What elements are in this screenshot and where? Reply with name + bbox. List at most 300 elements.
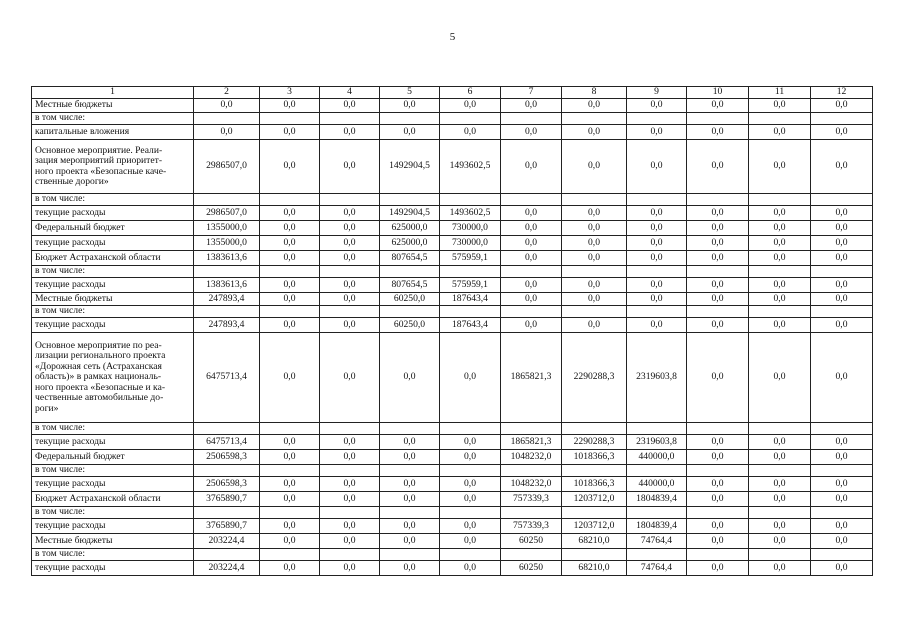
table-cell: 0,0 [811, 221, 873, 236]
table-cell [749, 194, 811, 206]
table-cell: 0,0 [260, 278, 320, 293]
table-cell: 6475713,4 [194, 435, 260, 450]
table-cell: 0,0 [380, 492, 440, 507]
table-cell [627, 113, 687, 125]
table-row [32, 333, 873, 423]
table-cell [260, 507, 320, 519]
table-cell [260, 266, 320, 278]
table-cell [380, 465, 440, 477]
row-label: в том числе: [32, 549, 194, 561]
table-cell: 1383613,6 [194, 278, 260, 293]
table-row [32, 221, 873, 236]
table-cell [501, 423, 562, 435]
table-cell [811, 113, 873, 125]
table-cell: 1203712,0 [562, 519, 627, 534]
table-cell: 1355000,0 [194, 236, 260, 251]
table-cell [260, 113, 320, 125]
table-cell: 0,0 [260, 561, 320, 576]
table-cell: 0,0 [260, 221, 320, 236]
table-cell [194, 266, 260, 278]
table-cell: 0,0 [749, 140, 811, 194]
table-cell: 0,0 [260, 435, 320, 450]
table-cell: 0,0 [562, 278, 627, 293]
table-cell: 0,0 [501, 140, 562, 194]
table-cell: 0,0 [320, 125, 380, 140]
table-cell: 0,0 [260, 492, 320, 507]
row-label: в том числе: [32, 194, 194, 206]
table-cell: 625000,0 [380, 236, 440, 251]
table-cell: 0,0 [811, 519, 873, 534]
table-row [32, 140, 873, 194]
table-cell: 74764,4 [627, 534, 687, 549]
table-cell: 0,0 [749, 318, 811, 333]
table-cell: 0,0 [380, 450, 440, 465]
table-cell: 0,0 [501, 251, 562, 266]
row-label: Местные бюджеты [32, 534, 194, 549]
table-cell: 0,0 [811, 278, 873, 293]
table-cell [260, 306, 320, 318]
table-cell [562, 507, 627, 519]
table-cell [440, 113, 501, 125]
table-cell: 1383613,6 [194, 251, 260, 266]
table-cell: 0,0 [440, 534, 501, 549]
table-cell: 1048232,0 [501, 450, 562, 465]
table-cell [194, 306, 260, 318]
budget-table [31, 86, 873, 576]
table-cell: 0,0 [320, 278, 380, 293]
table-row [32, 423, 873, 435]
table-cell: 0,0 [440, 333, 501, 423]
page-number: 5 [449, 31, 456, 43]
column-header: 11 [749, 87, 811, 99]
table-cell [811, 549, 873, 561]
table-cell: 0,0 [627, 293, 687, 306]
table-row [32, 318, 873, 333]
table-cell [562, 423, 627, 435]
table-body [32, 99, 873, 576]
table-cell [627, 306, 687, 318]
table-cell: 0,0 [687, 333, 749, 423]
table-cell: 0,0 [749, 251, 811, 266]
table-cell: 575959,1 [440, 251, 501, 266]
table-cell: 0,0 [811, 561, 873, 576]
table-cell: 0,0 [260, 477, 320, 492]
row-label: текущие расходы [32, 318, 194, 333]
table-cell: 2319603,8 [627, 333, 687, 423]
table-cell: 0,0 [440, 477, 501, 492]
column-header: 2 [194, 87, 260, 99]
table-cell: 1203712,0 [562, 492, 627, 507]
table-cell: 0,0 [562, 236, 627, 251]
table-cell: 0,0 [687, 206, 749, 221]
row-label: текущие расходы [32, 236, 194, 251]
table-cell: 0,0 [687, 236, 749, 251]
table-cell: 0,0 [380, 561, 440, 576]
table-cell: 0,0 [627, 99, 687, 113]
table-cell: 247893,4 [194, 318, 260, 333]
table-cell: 0,0 [749, 519, 811, 534]
table-cell: 0,0 [440, 99, 501, 113]
table-cell [380, 113, 440, 125]
table-cell: 68210,0 [562, 534, 627, 549]
table-cell [320, 306, 380, 318]
table-cell: 0,0 [627, 278, 687, 293]
table-cell: 0,0 [501, 318, 562, 333]
table-cell: 0,0 [811, 251, 873, 266]
table-cell [440, 306, 501, 318]
table-cell: 0,0 [811, 450, 873, 465]
row-label: текущие расходы [32, 435, 194, 450]
table-cell: 0,0 [749, 293, 811, 306]
table-cell [501, 194, 562, 206]
table-cell: 0,0 [260, 251, 320, 266]
table-cell [562, 549, 627, 561]
table-cell: 625000,0 [380, 221, 440, 236]
table-cell [440, 423, 501, 435]
row-label: Бюджет Астраханской области [32, 251, 194, 266]
table-cell: 0,0 [627, 206, 687, 221]
table-cell [440, 507, 501, 519]
table-cell: 0,0 [260, 534, 320, 549]
row-label: текущие расходы [32, 477, 194, 492]
row-label: в том числе: [32, 423, 194, 435]
table-cell: 0,0 [749, 125, 811, 140]
table-cell [687, 306, 749, 318]
table-cell: 0,0 [501, 125, 562, 140]
table-cell: 60250,0 [380, 293, 440, 306]
table-cell [749, 465, 811, 477]
table-cell: 0,0 [749, 278, 811, 293]
table-cell [260, 194, 320, 206]
table-cell: 0,0 [380, 99, 440, 113]
row-label: Федеральный бюджет [32, 221, 194, 236]
table-cell: 0,0 [260, 519, 320, 534]
table-cell [749, 549, 811, 561]
table-cell: 187643,4 [440, 293, 501, 306]
table-cell: 0,0 [811, 333, 873, 423]
row-label: в том числе: [32, 507, 194, 519]
table-cell: 0,0 [811, 435, 873, 450]
table-cell: 0,0 [562, 221, 627, 236]
row-label: капитальные вложения [32, 125, 194, 140]
column-header: 4 [320, 87, 380, 99]
table-cell: 0,0 [260, 293, 320, 306]
table-cell: 0,0 [260, 450, 320, 465]
row-label: Основное мероприятие. Реали- зация мероприятий приоритет- ного проекта «Безопасные каче- ственные дороги» [32, 140, 194, 194]
row-label: в том числе: [32, 306, 194, 318]
table-row [32, 194, 873, 206]
column-header: 6 [440, 87, 501, 99]
table-cell [562, 465, 627, 477]
table-cell: 0,0 [380, 534, 440, 549]
table-cell: 0,0 [320, 492, 380, 507]
column-number-row [32, 87, 873, 99]
table-cell [562, 113, 627, 125]
table-cell [320, 507, 380, 519]
table-cell: 0,0 [320, 236, 380, 251]
table-cell: 0,0 [811, 293, 873, 306]
table-cell [627, 549, 687, 561]
table-cell: 730000,0 [440, 221, 501, 236]
table-cell [440, 465, 501, 477]
table-cell: 0,0 [562, 99, 627, 113]
table-cell [380, 423, 440, 435]
table-cell: 440000,0 [627, 477, 687, 492]
table-cell: 0,0 [687, 519, 749, 534]
table-cell: 0,0 [687, 477, 749, 492]
table-row [32, 236, 873, 251]
table-cell: 0,0 [687, 125, 749, 140]
table-cell: 1018366,3 [562, 477, 627, 492]
column-header: 10 [687, 87, 749, 99]
table-row [32, 293, 873, 306]
table-row [32, 251, 873, 266]
table-cell: 0,0 [749, 99, 811, 113]
table-row [32, 206, 873, 221]
table-cell: 0,0 [811, 477, 873, 492]
table-cell: 0,0 [320, 561, 380, 576]
table-cell: 247893,4 [194, 293, 260, 306]
table-cell [562, 266, 627, 278]
table-cell: 0,0 [501, 99, 562, 113]
table-cell: 187643,4 [440, 318, 501, 333]
table-cell: 807654,5 [380, 251, 440, 266]
row-label: текущие расходы [32, 206, 194, 221]
table-cell [627, 194, 687, 206]
table-cell [501, 507, 562, 519]
table-cell: 1018366,3 [562, 450, 627, 465]
table-cell: 0,0 [811, 236, 873, 251]
table-cell: 74764,4 [627, 561, 687, 576]
table-cell: 757339,3 [501, 492, 562, 507]
table-cell: 2290288,3 [562, 435, 627, 450]
table-cell: 0,0 [194, 99, 260, 113]
table-cell: 0,0 [320, 477, 380, 492]
table-cell [501, 465, 562, 477]
row-label: Федеральный бюджет [32, 450, 194, 465]
table-row [32, 99, 873, 113]
table-cell: 0,0 [320, 221, 380, 236]
table-cell [194, 507, 260, 519]
table-cell [501, 113, 562, 125]
table-cell: 0,0 [562, 318, 627, 333]
table-cell: 0,0 [811, 99, 873, 113]
table-cell [440, 194, 501, 206]
table-cell [380, 306, 440, 318]
table-cell: 0,0 [260, 333, 320, 423]
table-cell [749, 306, 811, 318]
column-header: 5 [380, 87, 440, 99]
row-label: текущие расходы [32, 561, 194, 576]
table-cell [260, 465, 320, 477]
table-cell [380, 266, 440, 278]
table-cell: 0,0 [749, 221, 811, 236]
table-cell: 1804839,4 [627, 519, 687, 534]
table-cell: 0,0 [687, 278, 749, 293]
table-cell: 0,0 [627, 236, 687, 251]
table-cell: 2986507,0 [194, 206, 260, 221]
table-cell: 0,0 [440, 450, 501, 465]
table-cell: 0,0 [260, 125, 320, 140]
row-label: Местные бюджеты [32, 99, 194, 113]
table-cell [687, 465, 749, 477]
table-cell: 203224,4 [194, 561, 260, 576]
table-cell: 0,0 [380, 333, 440, 423]
table-cell [501, 306, 562, 318]
table-cell: 0,0 [320, 99, 380, 113]
table-cell: 0,0 [627, 318, 687, 333]
table-cell: 0,0 [320, 450, 380, 465]
column-header: 3 [260, 87, 320, 99]
table-cell: 0,0 [811, 206, 873, 221]
table-row [32, 477, 873, 492]
table-cell [687, 423, 749, 435]
table-cell [320, 266, 380, 278]
table-cell: 6475713,4 [194, 333, 260, 423]
table-cell: 0,0 [749, 477, 811, 492]
table-cell [749, 266, 811, 278]
table-cell: 0,0 [260, 236, 320, 251]
table-row [32, 561, 873, 576]
table-cell: 0,0 [687, 99, 749, 113]
table-cell: 0,0 [627, 140, 687, 194]
table-cell: 0,0 [260, 140, 320, 194]
table-cell: 0,0 [627, 251, 687, 266]
table-cell [380, 507, 440, 519]
table-row [32, 113, 873, 125]
table-cell: 0,0 [749, 236, 811, 251]
row-label: в том числе: [32, 266, 194, 278]
table-cell [687, 507, 749, 519]
table-cell: 2506598,3 [194, 477, 260, 492]
table-cell [687, 549, 749, 561]
table-cell: 0,0 [811, 318, 873, 333]
table-cell [562, 194, 627, 206]
table-cell: 0,0 [320, 534, 380, 549]
table-cell: 0,0 [749, 206, 811, 221]
table-row [32, 450, 873, 465]
table-cell [440, 266, 501, 278]
table-cell: 0,0 [320, 293, 380, 306]
table-row [32, 306, 873, 318]
table-cell: 0,0 [320, 206, 380, 221]
table-cell [194, 113, 260, 125]
table-cell: 0,0 [749, 435, 811, 450]
table-cell: 0,0 [380, 125, 440, 140]
table-cell: 0,0 [749, 333, 811, 423]
table-cell [562, 306, 627, 318]
table-cell: 60250 [501, 534, 562, 549]
table-cell: 1865821,3 [501, 333, 562, 423]
table-cell: 440000,0 [627, 450, 687, 465]
table-cell [687, 194, 749, 206]
table-cell [440, 549, 501, 561]
table-cell [687, 266, 749, 278]
table-cell: 575959,1 [440, 278, 501, 293]
table-cell: 0,0 [501, 236, 562, 251]
row-label: текущие расходы [32, 278, 194, 293]
table-cell [380, 194, 440, 206]
table-cell: 3765890,7 [194, 492, 260, 507]
table-cell: 0,0 [320, 318, 380, 333]
table-cell: 0,0 [562, 251, 627, 266]
table-cell [749, 423, 811, 435]
table-cell [194, 465, 260, 477]
table-cell: 0,0 [440, 492, 501, 507]
table-cell [811, 306, 873, 318]
table-cell [194, 194, 260, 206]
table-cell: 2506598,3 [194, 450, 260, 465]
table-cell [194, 549, 260, 561]
table-row [32, 492, 873, 507]
column-header: 7 [501, 87, 562, 99]
table-cell [501, 549, 562, 561]
table-cell [811, 423, 873, 435]
table-cell: 0,0 [687, 450, 749, 465]
table-cell: 0,0 [687, 561, 749, 576]
table-row [32, 278, 873, 293]
table-cell: 0,0 [562, 293, 627, 306]
table-cell: 0,0 [260, 206, 320, 221]
table-cell: 0,0 [320, 251, 380, 266]
table-row [32, 534, 873, 549]
table-cell: 0,0 [627, 125, 687, 140]
table-cell: 0,0 [627, 221, 687, 236]
table-cell [811, 194, 873, 206]
table-cell: 0,0 [501, 206, 562, 221]
table-cell [380, 549, 440, 561]
table-cell: 0,0 [501, 221, 562, 236]
table-cell [627, 266, 687, 278]
table-row [32, 435, 873, 450]
table-cell [320, 113, 380, 125]
table-cell: 0,0 [687, 293, 749, 306]
table-cell: 0,0 [562, 125, 627, 140]
table-cell [627, 507, 687, 519]
table-cell [320, 423, 380, 435]
table-cell: 0,0 [501, 278, 562, 293]
table-cell: 1804839,4 [627, 492, 687, 507]
table-cell: 1493602,5 [440, 206, 501, 221]
table-cell: 0,0 [320, 140, 380, 194]
table-cell: 0,0 [749, 492, 811, 507]
row-label: в том числе: [32, 113, 194, 125]
table-cell: 0,0 [687, 251, 749, 266]
table-cell: 60250,0 [380, 318, 440, 333]
table-cell [811, 465, 873, 477]
table-cell: 0,0 [440, 561, 501, 576]
table-cell: 0,0 [687, 534, 749, 549]
table-cell: 0,0 [562, 206, 627, 221]
row-label: Основное мероприятие по реа- лизации регионального проекта «Дорожная сеть (Астраханская область)» в рамках националь- ного проекта «Безопасные и ка- чественные автомобильные до- роги» [32, 333, 194, 423]
column-header: 8 [562, 87, 627, 99]
table-cell [687, 113, 749, 125]
table-cell: 0,0 [440, 435, 501, 450]
table-cell [627, 423, 687, 435]
table-cell: 0,0 [687, 140, 749, 194]
row-label: Местные бюджеты [32, 293, 194, 306]
table-cell: 807654,5 [380, 278, 440, 293]
table-cell [749, 113, 811, 125]
row-label: текущие расходы [32, 519, 194, 534]
table-cell: 0,0 [562, 140, 627, 194]
table-cell [320, 549, 380, 561]
table-cell: 0,0 [440, 125, 501, 140]
table-cell: 0,0 [811, 140, 873, 194]
table-cell: 1492904,5 [380, 206, 440, 221]
table-cell: 0,0 [380, 435, 440, 450]
table-cell [501, 266, 562, 278]
